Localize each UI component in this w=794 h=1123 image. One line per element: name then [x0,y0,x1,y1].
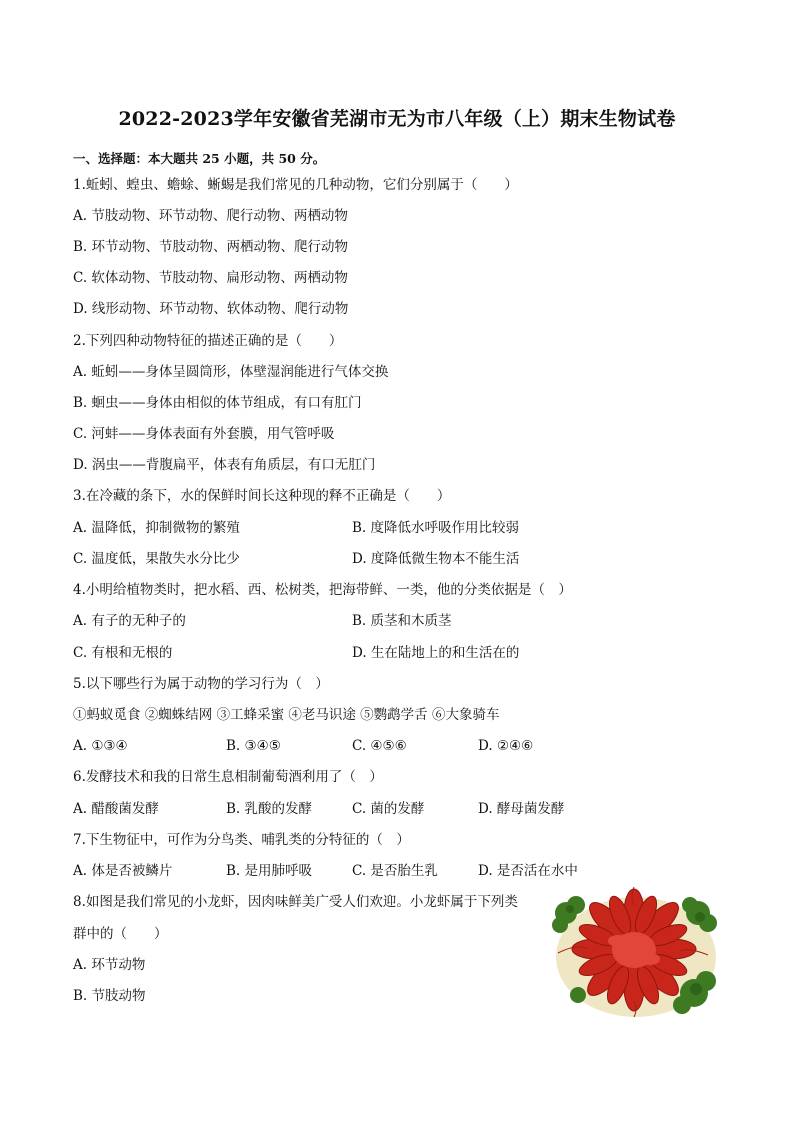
question-8-stem: 8.如图是我们常见的小龙虾，因肉味鲜美广受人们欢迎。小龙虾属于下列类 [73,894,518,910]
page-title: 2022-2023学年安徽省芜湖市无为市八年级（上）期末生物试卷 [118,108,676,130]
question-7-stem: 7.下生物征中，可作为分鸟类、哺乳类的分特征的（ ） [73,832,410,848]
question-5-stem: 5.以下哪些行为属于动物的学习行为（ ） [73,676,329,692]
question-7-option-c: C. 是否胎生乳 [352,863,438,879]
question-5-option-c: C. ④⑤⑥ [352,738,407,754]
question-8-stem-continued: 群中的（ ） [73,926,168,942]
question-7-option-a: A. 体是否被鳞片 [73,863,173,879]
question-1-option-a: A. 节肢动物、环节动物、爬行动物、两栖动物 [73,208,348,224]
question-7-option-b: B. 是用肺呼吸 [226,863,313,879]
question-2-stem: 2.下列四种动物特征的描述正确的是（ ） [73,333,343,349]
question-4-stem: 4.小明给植物类时，把水稻、西、松树类，把海带鲜、一类，他的分类依据是（ ） [73,582,572,598]
question-1-option-b: B. 环节动物、节肢动物、两栖动物、爬行动物 [73,239,349,255]
question-5-option-a: A. ①③④ [73,738,128,754]
question-8-option-a: A. 环节动物 [73,957,146,973]
question-6-stem: 6.发酵技术和我的日常生息相制葡萄酒利用了（ ） [73,769,383,785]
question-5-option-b: B. ③④⑤ [226,738,281,754]
question-1-stem: 1.蚯蚓、蝗虫、蟾蜍、蜥蜴是我们常见的几种动物，它们分别属于（ ） [73,177,518,193]
question-3-option-b: B. 度降低水呼吸作用比较弱 [352,520,520,536]
question-5-option-d: D. ②④⑥ [478,738,534,754]
question-1-option-d: D. 线形动物、环节动物、软体动物、爬行动物 [73,301,349,317]
question-2-option-a: A. 蚯蚓——身体呈圆筒形，体壁湿润能进行气体交换 [73,364,389,380]
question-3-option-d: D. 度降低微生物本不能生活 [352,551,520,567]
question-6-option-a: A. 醋酸菌发酵 [73,801,159,817]
question-3-option-a: A. 温降低，抑制微物的繁殖 [73,520,240,536]
question-2-option-d: D. 涡虫——背腹扁平，体表有角质层，有口无肛门 [73,457,376,473]
question-1-option-c: C. 软体动物、节肢动物、扁形动物、两栖动物 [73,270,348,286]
question-4-option-c: C. 有根和无根的 [73,645,173,661]
question-6-option-d: D. 酵母菌发酵 [478,801,565,817]
question-2-option-c: C. 河蚌——身体表面有外套膜，用气管呼吸 [73,426,335,442]
question-4-option-b: B. 质茎和木质茎 [352,613,452,629]
crayfish-image [548,883,720,1023]
question-3-option-c: C. 温度低，果散失水分比少 [73,551,240,567]
question-7-option-d: D. 是否活在水中 [478,863,578,879]
question-4-option-d: D. 生在陆地上的和生活在的 [352,645,520,661]
question-4-option-a: A. 有子的无种子的 [73,613,186,629]
question-8-option-b: B. 节肢动物 [73,988,146,1004]
question-5-items: ①蚂蚁觅食 ②蜘蛛结网 ③工蜂采蜜 ④老马识途 ⑤鹦鹉学舌 ⑥大象骑车 [73,707,500,723]
question-2-option-b: B. 蛔虫——身体由相似的体节组成，有口有肛门 [73,395,362,411]
question-3-stem: 3.在冷藏的条下，水的保鲜时间长这种现的释不正确是（ ） [73,488,451,504]
question-6-option-b: B. 乳酸的发酵 [226,801,313,817]
question-6-option-c: C. 菌的发酵 [352,801,425,817]
section-heading: 一、选择题：本大题共 25 小题，共 50 分。 [73,151,326,166]
